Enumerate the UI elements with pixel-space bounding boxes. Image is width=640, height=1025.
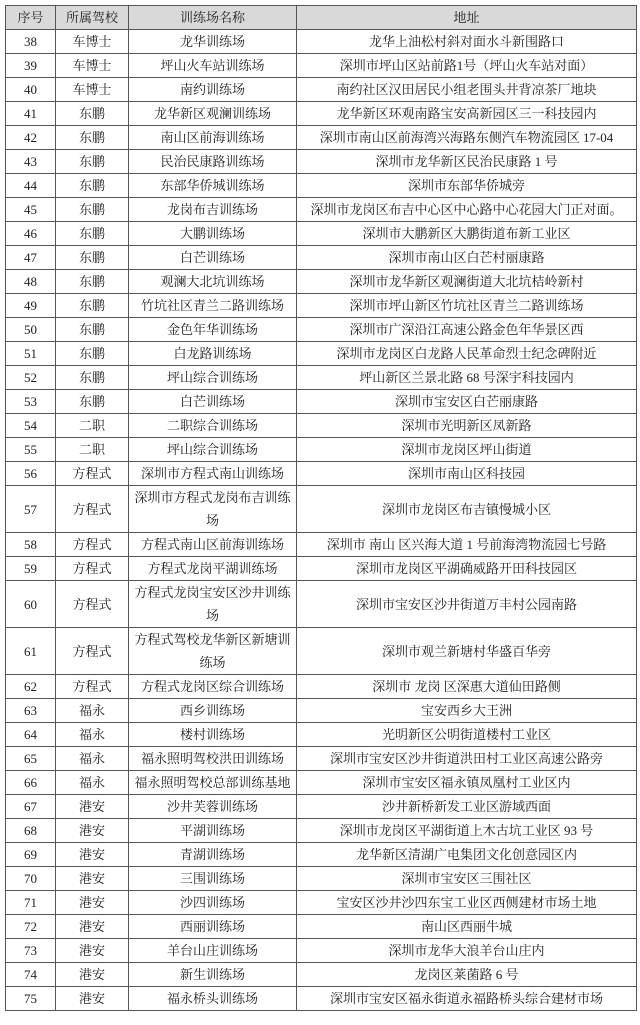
school-cell: 港安	[56, 891, 129, 915]
table-row	[6, 628, 637, 675]
row-number: 61	[6, 628, 56, 675]
row-number: 71	[6, 891, 56, 915]
school-cell: 港安	[56, 915, 129, 939]
table-row	[6, 438, 637, 462]
address-cell: 深圳市龙华大浪羊台山庄内	[297, 939, 637, 963]
table-row	[6, 963, 637, 987]
table-body	[6, 30, 637, 1011]
table-row	[6, 557, 637, 581]
ground-name-cell: 平湖训练场	[129, 819, 297, 843]
table-row	[6, 795, 637, 819]
address-cell: 深圳市龙岗区平湖确威路开田科技园区	[297, 557, 637, 581]
address-cell: 深圳市宝安区三围社区	[297, 867, 637, 891]
address-cell: 深圳市龙华新区观澜街道大北坑桔岭新村	[297, 270, 637, 294]
table-row	[6, 78, 637, 102]
school-cell: 二职	[56, 438, 129, 462]
table-row	[6, 675, 637, 699]
ground-name-cell: 观澜大北坑训练场	[129, 270, 297, 294]
school-cell: 东鹏	[56, 318, 129, 342]
address-cell: 光明新区公明街道楼村工业区	[297, 723, 637, 747]
ground-name-cell: 方程式南山区前海训练场	[129, 533, 297, 557]
header-address: 地址	[297, 6, 637, 30]
address-cell: 深圳市龙岗区平湖街道上木古坑工业区 93 号	[297, 819, 637, 843]
school-cell: 东鹏	[56, 198, 129, 222]
table-row	[6, 102, 637, 126]
row-number: 73	[6, 939, 56, 963]
ground-name-cell: 东部华侨城训练场	[129, 174, 297, 198]
address-cell: 宝安区沙井沙四东宝工业区西侧建材市场土地	[297, 891, 637, 915]
address-cell: 坪山新区兰景北路 68 号深宇科技园内	[297, 366, 637, 390]
ground-name-cell: 白芒训练场	[129, 390, 297, 414]
row-number: 39	[6, 54, 56, 78]
ground-name-cell: 坪山综合训练场	[129, 366, 297, 390]
address-cell: 深圳市东部华侨城旁	[297, 174, 637, 198]
table-row	[6, 30, 637, 54]
school-cell: 福永	[56, 747, 129, 771]
address-cell: 深圳市宝安区白芒丽康路	[297, 390, 637, 414]
ground-name-cell: 龙岗布吉训练场	[129, 198, 297, 222]
school-cell: 港安	[56, 987, 129, 1011]
school-cell: 东鹏	[56, 342, 129, 366]
row-number: 53	[6, 390, 56, 414]
row-number: 54	[6, 414, 56, 438]
address-cell: 深圳市宝安区沙井街道洪田村工业区高速公路旁	[297, 747, 637, 771]
table-row	[6, 771, 637, 795]
table-row	[6, 198, 637, 222]
ground-name-cell: 金色年华训练场	[129, 318, 297, 342]
row-number: 40	[6, 78, 56, 102]
address-cell: 深圳市宝安区福永镇凤凰村工业区内	[297, 771, 637, 795]
address-cell: 深圳市宝安区沙井街道万丰村公园南路	[297, 581, 637, 628]
row-number: 38	[6, 30, 56, 54]
ground-name-cell: 西乡训练场	[129, 699, 297, 723]
header-school: 所属驾校	[56, 6, 129, 30]
address-cell: 深圳市龙华新区民治民康路 1 号	[297, 150, 637, 174]
school-cell: 方程式	[56, 628, 129, 675]
school-cell: 方程式	[56, 675, 129, 699]
table-row	[6, 246, 637, 270]
row-number: 75	[6, 987, 56, 1011]
school-cell: 东鹏	[56, 222, 129, 246]
school-cell: 方程式	[56, 557, 129, 581]
school-cell: 方程式	[56, 486, 129, 533]
row-number: 42	[6, 126, 56, 150]
table-row	[6, 270, 637, 294]
address-cell: 深圳市龙岗区布吉中心区中心路中心花园大门正对面。	[297, 198, 637, 222]
address-cell: 龙华新区环观南路宝安高新园区三一科技园内	[297, 102, 637, 126]
ground-name-cell: 三围训练场	[129, 867, 297, 891]
table-row	[6, 867, 637, 891]
table-row	[6, 486, 637, 533]
row-number: 41	[6, 102, 56, 126]
row-number: 47	[6, 246, 56, 270]
ground-name-cell: 方程式驾校龙华新区新塘训练场	[129, 628, 297, 675]
row-number: 51	[6, 342, 56, 366]
address-cell: 南约社区汉田居民小组老围头井背凉茶厂地块	[297, 78, 637, 102]
school-cell: 东鹏	[56, 366, 129, 390]
ground-name-cell: 竹坑社区青兰二路训练场	[129, 294, 297, 318]
ground-name-cell: 沙井芙蓉训练场	[129, 795, 297, 819]
ground-name-cell: 青湖训练场	[129, 843, 297, 867]
row-number: 58	[6, 533, 56, 557]
school-cell: 车博士	[56, 54, 129, 78]
ground-name-cell: 沙四训练场	[129, 891, 297, 915]
row-number: 44	[6, 174, 56, 198]
address-cell: 深圳市 龙岗 区深惠大道仙田路侧	[297, 675, 637, 699]
address-cell: 深圳市龙岗区白龙路人民革命烈士纪念碑附近	[297, 342, 637, 366]
ground-name-cell: 大鹏训练场	[129, 222, 297, 246]
table-row	[6, 723, 637, 747]
row-number: 64	[6, 723, 56, 747]
row-number: 60	[6, 581, 56, 628]
ground-name-cell: 坪山火车站训练场	[129, 54, 297, 78]
school-cell: 港安	[56, 939, 129, 963]
table-row	[6, 581, 637, 628]
address-cell: 深圳市光明新区凤新路	[297, 414, 637, 438]
ground-name-cell: 南山区前海训练场	[129, 126, 297, 150]
ground-name-cell: 深圳市方程式龙岗布吉训练场	[129, 486, 297, 533]
address-cell: 沙井新桥新发工业区游域西面	[297, 795, 637, 819]
ground-name-cell: 白龙路训练场	[129, 342, 297, 366]
ground-name-cell: 龙华新区观澜训练场	[129, 102, 297, 126]
table-row	[6, 462, 637, 486]
table-row	[6, 318, 637, 342]
row-number: 65	[6, 747, 56, 771]
table-row	[6, 294, 637, 318]
header-row	[6, 6, 637, 30]
row-number: 45	[6, 198, 56, 222]
table-row	[6, 915, 637, 939]
ground-name-cell: 深圳市方程式南山训练场	[129, 462, 297, 486]
address-cell: 深圳市大鹏新区大鹏街道布新工业区	[297, 222, 637, 246]
school-cell: 车博士	[56, 78, 129, 102]
ground-name-cell: 方程式龙岗宝安区沙井训练场	[129, 581, 297, 628]
school-cell: 港安	[56, 819, 129, 843]
table-row	[6, 939, 637, 963]
training-ground-table	[5, 5, 637, 1011]
address-cell: 深圳市宝安区福永街道永福路桥头综合建材市场	[297, 987, 637, 1011]
school-cell: 二职	[56, 414, 129, 438]
table-row	[6, 150, 637, 174]
address-cell: 深圳市南山区前海湾兴海路东侧汽车物流园区 17-04	[297, 126, 637, 150]
school-cell: 东鹏	[56, 174, 129, 198]
address-cell: 龙岗区莱菌路 6 号	[297, 963, 637, 987]
ground-name-cell: 方程式龙岗平湖训练场	[129, 557, 297, 581]
table-row	[6, 699, 637, 723]
row-number: 48	[6, 270, 56, 294]
school-cell: 东鹏	[56, 126, 129, 150]
address-cell: 深圳市广深沿江高速公路金色年华景区西	[297, 318, 637, 342]
ground-name-cell: 南约训练场	[129, 78, 297, 102]
row-number: 49	[6, 294, 56, 318]
ground-name-cell: 新生训练场	[129, 963, 297, 987]
row-number: 55	[6, 438, 56, 462]
header-no: 序号	[6, 6, 56, 30]
table-row	[6, 174, 637, 198]
school-cell: 东鹏	[56, 270, 129, 294]
address-cell: 深圳市坪山新区竹坑社区青兰二路训练场	[297, 294, 637, 318]
school-cell: 东鹏	[56, 246, 129, 270]
row-number: 59	[6, 557, 56, 581]
school-cell: 福永	[56, 771, 129, 795]
school-cell: 东鹏	[56, 150, 129, 174]
row-number: 50	[6, 318, 56, 342]
address-cell: 深圳市龙岗区坪山街道	[297, 438, 637, 462]
row-number: 70	[6, 867, 56, 891]
ground-name-cell: 羊台山庄训练场	[129, 939, 297, 963]
table-row	[6, 987, 637, 1011]
table-row	[6, 414, 637, 438]
row-number: 67	[6, 795, 56, 819]
row-number: 74	[6, 963, 56, 987]
ground-name-cell: 二职综合训练场	[129, 414, 297, 438]
school-cell: 港安	[56, 963, 129, 987]
table-row	[6, 342, 637, 366]
table-row	[6, 819, 637, 843]
row-number: 69	[6, 843, 56, 867]
row-number: 43	[6, 150, 56, 174]
ground-name-cell: 福永照明驾校洪田训练场	[129, 747, 297, 771]
table-row	[6, 747, 637, 771]
row-number: 62	[6, 675, 56, 699]
row-number: 52	[6, 366, 56, 390]
address-cell: 深圳市南山区科技园	[297, 462, 637, 486]
school-cell: 东鹏	[56, 390, 129, 414]
table-row	[6, 222, 637, 246]
row-number: 68	[6, 819, 56, 843]
row-number: 63	[6, 699, 56, 723]
ground-name-cell: 民治民康路训练场	[129, 150, 297, 174]
school-cell: 港安	[56, 795, 129, 819]
address-cell: 宝安西乡大王洲	[297, 699, 637, 723]
table-row	[6, 533, 637, 557]
address-cell: 龙华新区清湖广电集团文化创意园区内	[297, 843, 637, 867]
header-ground-name: 训练场名称	[129, 6, 297, 30]
address-cell: 深圳市 南山 区兴海大道 1 号前海湾物流园七号路	[297, 533, 637, 557]
row-number: 57	[6, 486, 56, 533]
table-row	[6, 843, 637, 867]
school-cell: 港安	[56, 867, 129, 891]
ground-name-cell: 龙华训练场	[129, 30, 297, 54]
table-row	[6, 366, 637, 390]
school-cell: 福永	[56, 699, 129, 723]
row-number: 46	[6, 222, 56, 246]
school-cell: 东鹏	[56, 102, 129, 126]
school-cell: 港安	[56, 843, 129, 867]
table-row	[6, 891, 637, 915]
ground-name-cell: 福永桥头训练场	[129, 987, 297, 1011]
school-cell: 方程式	[56, 581, 129, 628]
table-row	[6, 390, 637, 414]
address-cell: 南山区西丽牛城	[297, 915, 637, 939]
address-cell: 深圳市南山区白芒村丽康路	[297, 246, 637, 270]
ground-name-cell: 西丽训练场	[129, 915, 297, 939]
row-number: 72	[6, 915, 56, 939]
ground-name-cell: 楼村训练场	[129, 723, 297, 747]
ground-name-cell: 坪山综合训练场	[129, 438, 297, 462]
address-cell: 深圳市龙岗区布吉镇慢城小区	[297, 486, 637, 533]
table-row	[6, 126, 637, 150]
school-cell: 方程式	[56, 462, 129, 486]
address-cell: 龙华上油松村斜对面水斗新围路口	[297, 30, 637, 54]
school-cell: 车博士	[56, 30, 129, 54]
row-number: 66	[6, 771, 56, 795]
table-row	[6, 54, 637, 78]
ground-name-cell: 白芒训练场	[129, 246, 297, 270]
school-cell: 福永	[56, 723, 129, 747]
address-cell: 深圳市坪山区站前路1号（坪山火车站对面）	[297, 54, 637, 78]
row-number: 56	[6, 462, 56, 486]
school-cell: 东鹏	[56, 294, 129, 318]
ground-name-cell: 方程式龙岗区综合训练场	[129, 675, 297, 699]
address-cell: 深圳市观兰新塘村华盛百华旁	[297, 628, 637, 675]
ground-name-cell: 福永照明驾校总部训练基地	[129, 771, 297, 795]
school-cell: 方程式	[56, 533, 129, 557]
